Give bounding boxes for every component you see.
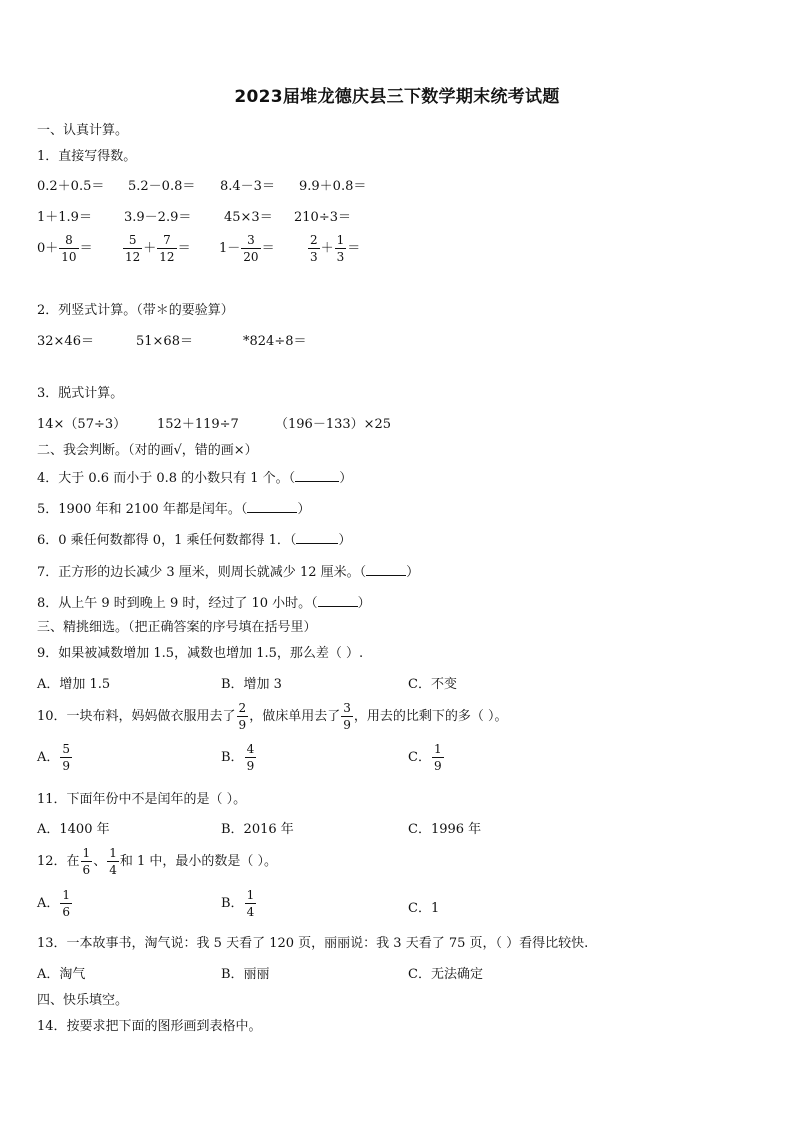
question-11: 11．下面年份中不是闰年的是（ ）。 <box>37 792 247 807</box>
answer-blank[interactable] <box>318 595 358 607</box>
fraction <box>335 234 347 263</box>
numerator: 5 <box>128 233 137 247</box>
question-text: ，做床单用去了 <box>249 709 341 724</box>
denominator: 3 <box>310 250 318 264</box>
numerator: 1 <box>82 846 91 860</box>
section-heading-3: 三、精挑细选。（把正确答案的序号填在括号里） <box>37 620 317 635</box>
option-b[interactable]: B．增加 3 <box>221 677 282 692</box>
denominator: 4 <box>246 905 255 919</box>
numerator: 2 <box>310 233 318 247</box>
stepwise-calc-item: 152＋119÷7 <box>157 417 239 432</box>
fraction <box>341 702 353 731</box>
answer-blank[interactable] <box>247 501 297 513</box>
question-2-label: 2．列竖式计算。（带＊的要验算） <box>37 303 234 318</box>
calc-item: 45×3＝ <box>224 210 273 225</box>
question-3-label: 3．脱式计算。 <box>37 386 124 401</box>
option-label: A． <box>37 896 60 911</box>
option-a[interactable]: A．淘气 <box>37 967 86 982</box>
fraction <box>81 847 93 876</box>
calc-item: 210÷3＝ <box>294 210 351 225</box>
question-text: ） <box>357 596 371 611</box>
fraction-calc-1 <box>37 234 93 263</box>
numerator: 2 <box>238 701 247 715</box>
fraction <box>107 847 119 876</box>
question-text: 5．1900 年和 2100 年都是闰年。（ <box>37 502 248 517</box>
calc-item: 0.2＋0.5＝ <box>37 179 105 194</box>
question-text: 和 1 中，最小的数是（ ）。 <box>119 854 278 869</box>
question-text: 、 <box>93 854 107 869</box>
fraction <box>59 234 78 263</box>
option-b[interactable]: B．丽丽 <box>221 967 270 982</box>
question-text: ） <box>297 502 311 517</box>
option-c[interactable]: C．无法确定 <box>408 967 483 982</box>
question-9: 9．如果被减数增加 1.5，减数也增加 1.5，那么差（ ）. <box>37 646 364 661</box>
question-14: 14．按要求把下面的图形画到表格中。 <box>37 1019 262 1034</box>
judge-question-4 <box>37 470 352 485</box>
option-c[interactable] <box>408 743 445 772</box>
numerator: 1 <box>246 888 255 902</box>
fraction-calc-4 <box>307 234 360 263</box>
denominator: 4 <box>109 863 117 877</box>
expr-text: ＝ <box>261 241 275 256</box>
option-label: C． <box>408 750 431 765</box>
option-c[interactable]: C．不变 <box>408 677 457 692</box>
numerator: 1 <box>62 888 71 902</box>
answer-blank[interactable] <box>295 470 339 482</box>
denominator: 20 <box>243 250 259 264</box>
answer-blank[interactable] <box>296 532 338 544</box>
stepwise-calc-item: 14×（57÷3） <box>37 417 127 432</box>
calc-item: 9.9＋0.8＝ <box>299 179 367 194</box>
vertical-calc-item: *824÷8＝ <box>243 334 307 349</box>
fraction <box>432 743 444 772</box>
vertical-calc-item: 51×68＝ <box>136 334 193 349</box>
section-heading-2: 二、我会判断。（对的画√，错的画×） <box>37 443 258 458</box>
option-b[interactable] <box>221 743 257 772</box>
fraction <box>245 743 257 772</box>
expr-text: ＝ <box>347 241 361 256</box>
option-a[interactable] <box>37 743 73 772</box>
expr-text: ＋ <box>320 241 334 256</box>
option-c[interactable]: C．1996 年 <box>408 822 482 837</box>
option-label: B． <box>221 750 244 765</box>
fraction <box>308 234 320 263</box>
fraction-calc-2 <box>122 234 191 263</box>
option-a[interactable]: A．1400 年 <box>37 822 110 837</box>
question-13: 13．一本故事书，淘气说：我 5 天看了 120 页，丽丽说：我 3 天看了 75 页，（ ）看得比较快. <box>37 936 589 951</box>
expr-text: 1－ <box>219 241 241 256</box>
judge-question-7 <box>37 564 419 579</box>
option-b[interactable]: B．2016 年 <box>221 822 294 837</box>
numerator: 1 <box>433 742 442 756</box>
page-title: 2023届堆龙德庆县三下数学期末统考试题 <box>234 87 560 107</box>
fraction <box>123 234 142 263</box>
denominator: 6 <box>62 905 71 919</box>
denominator: 12 <box>159 250 175 264</box>
expr-text: ＋ <box>143 241 157 256</box>
calc-item: 1＋1.9＝ <box>37 210 92 225</box>
calc-item: 5.2－0.8＝ <box>128 179 196 194</box>
judge-question-8 <box>37 595 371 610</box>
answer-blank[interactable] <box>366 564 406 576</box>
fraction <box>157 234 176 263</box>
denominator: 9 <box>433 759 442 773</box>
section-heading-4: 四、快乐填空。 <box>37 993 129 1008</box>
question-text: 12．在 <box>37 854 80 869</box>
option-a[interactable]: A．增加 1.5 <box>37 677 111 692</box>
question-text: 8．从上午 9 时到晚上 9 时，经过了 10 小时。（ <box>37 596 318 611</box>
option-label: A． <box>37 750 60 765</box>
numerator: 3 <box>247 233 255 247</box>
denominator: 12 <box>125 250 141 264</box>
question-text: ） <box>406 565 420 580</box>
fraction <box>241 234 260 263</box>
expr-text: 0＋ <box>37 241 59 256</box>
vertical-calc-item: 32×46＝ <box>37 334 94 349</box>
question-10 <box>37 702 507 731</box>
judge-question-6 <box>37 532 351 547</box>
denominator: 10 <box>61 250 77 264</box>
denominator: 9 <box>343 718 351 732</box>
fraction <box>237 702 249 731</box>
numerator: 3 <box>343 701 351 715</box>
fraction <box>60 743 72 772</box>
question-12 <box>37 847 277 876</box>
calc-item: 8.4－3＝ <box>220 179 275 194</box>
section-heading-1: 一、认真计算。 <box>37 123 129 138</box>
question-text: ） <box>339 471 353 486</box>
fraction <box>60 889 72 918</box>
calc-item: 3.9－2.9＝ <box>124 210 192 225</box>
fraction-calc-3 <box>219 234 275 263</box>
option-label: B． <box>221 896 244 911</box>
denominator: 3 <box>336 250 345 264</box>
question-text: 6．0 乘任何数都得 0，1 乘任何数都得 1．（ <box>37 533 297 548</box>
numerator: 7 <box>163 233 171 247</box>
option-b[interactable] <box>221 889 257 918</box>
denominator: 9 <box>62 759 71 773</box>
numerator: 1 <box>336 233 345 247</box>
denominator: 9 <box>246 759 255 773</box>
expr-text: ＝ <box>79 241 93 256</box>
numerator: 1 <box>109 846 117 860</box>
question-text: ，用去的比剩下的多（ ）。 <box>353 709 508 724</box>
judge-question-5 <box>37 501 310 516</box>
numerator: 4 <box>246 742 255 756</box>
question-text: 7．正方形的边长减少 3 厘米，则周长就减少 12 厘米。（ <box>37 565 367 580</box>
expr-text: ＝ <box>177 241 191 256</box>
denominator: 9 <box>238 718 247 732</box>
option-a[interactable] <box>37 889 73 918</box>
question-1-label: 1．直接写得数。 <box>37 149 137 164</box>
question-text: 10．一块布料，妈妈做衣服用去了 <box>37 709 236 724</box>
numerator: 5 <box>62 742 71 756</box>
fraction <box>245 889 257 918</box>
option-c[interactable]: C．1 <box>408 901 440 916</box>
question-text: 4．大于 0.6 而小于 0.8 的小数只有 1 个。（ <box>37 471 296 486</box>
question-text: ） <box>338 533 352 548</box>
denominator: 6 <box>82 863 91 877</box>
numerator: 8 <box>65 233 73 247</box>
stepwise-calc-item: （196－133）×25 <box>275 417 392 432</box>
